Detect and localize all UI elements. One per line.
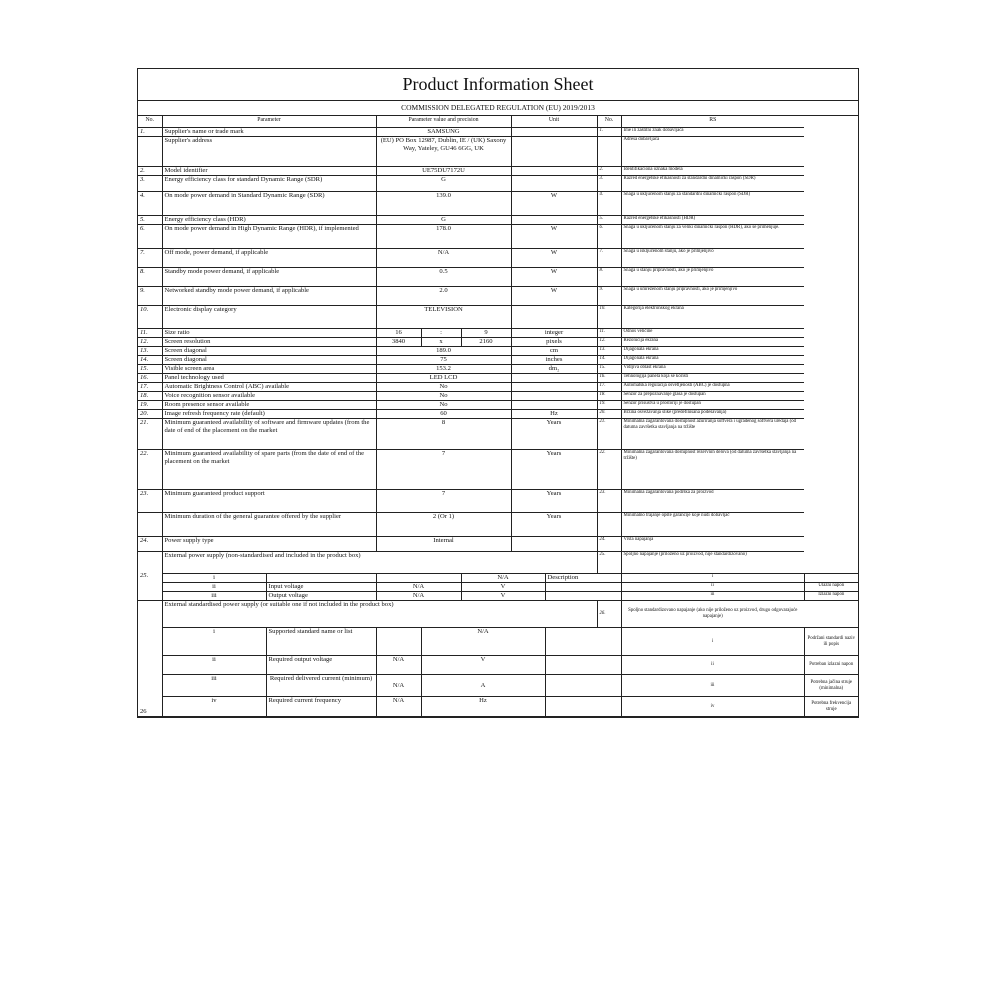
row-number: 7. xyxy=(138,249,162,268)
table-row xyxy=(138,128,858,137)
ext-std-power-unit: V xyxy=(421,656,545,675)
row-unit: Years xyxy=(511,513,597,537)
row-parameter: Automatic Brightness Control (ABC) available xyxy=(162,383,376,392)
row-value: No xyxy=(376,401,511,410)
table-row xyxy=(138,338,858,347)
row-parameter: Room presence sensor available xyxy=(162,401,376,410)
ext-std-power-parameter: Supported standard name or list xyxy=(266,628,376,656)
row-value: 2.0 xyxy=(376,287,511,306)
ext-std-power-blank xyxy=(545,675,621,697)
row-unit: inches xyxy=(511,356,597,365)
row-unit: Years xyxy=(511,419,597,450)
header-unit: Unit xyxy=(511,116,597,128)
row-number: 13. xyxy=(138,347,162,356)
row-parameter: Model identifier xyxy=(162,167,376,176)
row-rs-text: Minimalna zagarantovana podrška za proizvod xyxy=(621,490,804,513)
row-number: 1. xyxy=(138,128,162,137)
table-row xyxy=(138,347,858,356)
table-row xyxy=(138,176,858,192)
row-rs-text: Vidljiva oblast ekrana xyxy=(621,365,804,374)
ext-std-power-unit: A xyxy=(421,675,545,697)
table-row xyxy=(138,225,858,249)
row-unit: W xyxy=(511,287,597,306)
row-number: 15. xyxy=(138,365,162,374)
ext-std-power-unit: N/A xyxy=(421,628,545,656)
row-parameter: Screen resolution xyxy=(162,338,376,347)
table-row xyxy=(138,192,858,216)
table-row xyxy=(138,249,858,268)
row-rs-number: 20. xyxy=(597,410,621,419)
row-parameter: Image refresh frequency rate (default) xyxy=(162,410,376,419)
header-row xyxy=(138,116,858,128)
ext-power-rs-text xyxy=(804,574,858,583)
ext-std-power-value: N/A xyxy=(376,697,421,717)
row-number: 3. xyxy=(138,176,162,192)
table-row xyxy=(138,167,858,176)
ext-std-power-rs-index: iii xyxy=(621,675,804,697)
row-number: 5. xyxy=(138,216,162,225)
ext-std-power-rs-index: ii xyxy=(621,656,804,675)
table-row xyxy=(138,374,858,383)
row-parameter: Supplier's name or trade mark xyxy=(162,128,376,137)
row-rs-text: Adresa dobavljača xyxy=(621,137,804,167)
row-value-part: 16 xyxy=(376,329,421,338)
row-rs-number: 21. xyxy=(597,419,621,450)
row-rs-number: 4. xyxy=(597,192,621,216)
row-value-part: : xyxy=(421,329,461,338)
row-parameter: Minimum duration of the general guarantee offered by the supplier xyxy=(162,513,376,537)
row-rs-number: 24. xyxy=(597,537,621,552)
row-unit: Hz xyxy=(511,410,597,419)
table-row xyxy=(138,137,858,167)
row-unit: W xyxy=(511,225,597,249)
row-value: 139.0 xyxy=(376,192,511,216)
row-unit xyxy=(511,167,597,176)
row-number: 18. xyxy=(138,392,162,401)
ext-std-power-rs-text: Potrebna frekvencija struje xyxy=(804,697,858,717)
table-row xyxy=(138,419,858,450)
ext-power-row xyxy=(138,592,858,601)
row-unit xyxy=(511,128,597,137)
ext-power-rs-index: ii xyxy=(621,583,804,592)
ext-std-power-parameter: Required current frequency xyxy=(266,697,376,717)
row-rs-text: Rezolucija ekrana xyxy=(621,338,804,347)
table-row xyxy=(138,401,858,410)
row-number: 22. xyxy=(138,450,162,490)
row-rs-number: 6. xyxy=(597,225,621,249)
product-information-sheet xyxy=(137,68,859,718)
ext-std-power-value: N/A xyxy=(376,656,421,675)
row-rs-text: Minimalna zagarantovana dostupnost rezervnih delova (od datuma završetka stavljanja na tržište) xyxy=(621,450,804,490)
row-parameter: Standby mode power demand, if applicable xyxy=(162,268,376,287)
row-number: 16. xyxy=(138,374,162,383)
row-parameter: Screen diagonal xyxy=(162,347,376,356)
row-unit xyxy=(511,306,597,329)
row-number xyxy=(138,137,162,167)
row-rs-number: 5. xyxy=(597,216,621,225)
row-number: 4. xyxy=(138,192,162,216)
row-value: 2 (Or 1) xyxy=(376,513,511,537)
ext-power-value: N/A xyxy=(376,592,461,601)
ext-std-power-row xyxy=(138,628,858,656)
row-unit: pixels xyxy=(511,338,597,347)
row-number: 14. xyxy=(138,356,162,365)
row-value: (EU) PO Box 12987, Dublin, IE / (UK) Saxony Way, Yateley, GU46 6GG, UK xyxy=(376,137,511,167)
table-row xyxy=(138,383,858,392)
row-rs-number: 16. xyxy=(597,374,621,383)
row-rs-number: 23. xyxy=(597,490,621,513)
ext-std-power-blank xyxy=(545,656,621,675)
row-unit xyxy=(511,216,597,225)
row-rs-text: Tehnologija panela koja se koristi xyxy=(621,374,804,383)
row-number xyxy=(138,513,162,537)
row-value: 189.0 xyxy=(376,347,511,356)
table-row xyxy=(138,268,858,287)
row-rs-text: Brzina osvežavanja slike (predefinisana podešavanja) xyxy=(621,410,804,419)
row-rs-number xyxy=(597,137,621,167)
row-parameter: Screen diagonal xyxy=(162,356,376,365)
row-rs-text: Minimalno trajanje opšte garancije koje nudi dobavljač xyxy=(621,513,804,537)
row-number: 24. xyxy=(138,537,162,552)
row-rs-text: Ime ili zaštitni znak dobavljača xyxy=(621,128,804,137)
ext-std-power-blank xyxy=(545,628,621,656)
row-value: No xyxy=(376,392,511,401)
table-row xyxy=(138,537,858,552)
row-parameter: Voice recognition sensor available xyxy=(162,392,376,401)
row-unit: Years xyxy=(511,490,597,513)
row-rs-number: 8. xyxy=(597,268,621,287)
row-rs-number: 18. xyxy=(597,392,621,401)
row-rs-text: Identifikaciona oznaka modela xyxy=(621,167,804,176)
row-value-part: 3840 xyxy=(376,338,421,347)
row-parameter: On mode power demand in Standard Dynamic Range (SDR) xyxy=(162,192,376,216)
row-rs-number: 15. xyxy=(597,365,621,374)
row-value: G xyxy=(376,176,511,192)
sheet-title: Product Information Sheet xyxy=(138,69,858,101)
row-rs-number: 3. xyxy=(597,176,621,192)
ext-power-parameter: Output voltage xyxy=(266,592,376,601)
row-number: 20. xyxy=(138,410,162,419)
ext-power-parameter: Input voltage xyxy=(266,583,376,592)
ext-std-power-blank xyxy=(545,697,621,717)
row-rs-number: 14. xyxy=(597,356,621,365)
row-unit xyxy=(511,383,597,392)
info-table xyxy=(138,116,858,717)
table-row xyxy=(138,450,858,490)
ext-power-rs-text: Izlazni napon xyxy=(804,592,858,601)
row-unit xyxy=(511,374,597,383)
row-value: 75 xyxy=(376,356,511,365)
table-row xyxy=(138,306,858,329)
ext-power-unit: V xyxy=(461,583,545,592)
ext-power-index: ii xyxy=(162,583,266,592)
row-rs-text: Senzor za prepoznavanje glasa je dostupan xyxy=(621,392,804,401)
ext-power-unit: N/A xyxy=(461,574,545,583)
ext-power-index: iii xyxy=(162,592,266,601)
row-value: 7 xyxy=(376,450,511,490)
row-value: LED LCD xyxy=(376,374,511,383)
ext-std-power-index: ii xyxy=(162,656,266,675)
header-value: Parameter value and precision xyxy=(376,116,511,128)
row-number: 11. xyxy=(138,329,162,338)
ext-std-power-value: N/A xyxy=(376,675,421,697)
row-value: 8 xyxy=(376,419,511,450)
ext-std-power-parameter: Required output voltage xyxy=(266,656,376,675)
ext-power-number: 25. xyxy=(138,552,162,601)
row-unit xyxy=(511,137,597,167)
header-no: No. xyxy=(138,116,162,128)
row-unit xyxy=(511,401,597,410)
row-number: 12. xyxy=(138,338,162,347)
row-number: 21. xyxy=(138,419,162,450)
row-parameter: Energy efficiency class for standard Dynamic Range (SDR) xyxy=(162,176,376,192)
row-rs-text: Vrsta napajanja xyxy=(621,537,804,552)
ext-power-title: External power supply (non-standardised and included in the product box) xyxy=(162,552,597,574)
ext-power-value: N/A xyxy=(376,583,461,592)
row-rs-text: Snaga u uključenom stanju za standardni dinamički raspon (SDR) xyxy=(621,192,804,216)
ext-power-index: i xyxy=(162,574,266,583)
row-rs-text: Senzor prisustva u prostoriji je dostupan xyxy=(621,401,804,410)
row-rs-number: 13. xyxy=(597,347,621,356)
row-value: G xyxy=(376,216,511,225)
ext-std-power-row xyxy=(138,675,858,697)
header-rs-no: No. xyxy=(597,116,621,128)
row-value: UE75DU7172U xyxy=(376,167,511,176)
row-parameter: Size ratio xyxy=(162,329,376,338)
row-rs-number: 2. xyxy=(597,167,621,176)
row-value: 7 xyxy=(376,490,511,513)
row-number: 19. xyxy=(138,401,162,410)
row-value-part: 2160 xyxy=(461,338,511,347)
table-row xyxy=(138,287,858,306)
table-row xyxy=(138,410,858,419)
row-value: SAMSUNG xyxy=(376,128,511,137)
ext-std-power-unit: Hz xyxy=(421,697,545,717)
row-unit: W xyxy=(511,192,597,216)
ext-std-power-value xyxy=(376,628,421,656)
row-value: 60 xyxy=(376,410,511,419)
ext-power-rs-index: iii xyxy=(621,592,804,601)
row-number: 23. xyxy=(138,490,162,513)
row-value: 153.2 xyxy=(376,365,511,374)
table-row xyxy=(138,513,858,537)
row-rs-number: 22. xyxy=(597,450,621,490)
ext-std-power-index: iii xyxy=(162,675,266,697)
ext-std-power-parameter: Required delivered current (minimum) xyxy=(266,675,376,697)
row-rs-number: 12. xyxy=(597,338,621,347)
row-parameter: Panel technology used xyxy=(162,374,376,383)
ext-std-power-rs-text: Potreban izlazni napon xyxy=(804,656,858,675)
ext-power-rs-text: Spoljno napajanje (priloženo uz proizvod, nije standardizovano) xyxy=(621,552,804,574)
table-row xyxy=(138,329,858,338)
row-value: 178.0 xyxy=(376,225,511,249)
row-rs-number: 7. xyxy=(597,249,621,268)
row-rs-number: 11. xyxy=(597,329,621,338)
ext-std-power-rs-number: 26. xyxy=(597,601,621,628)
row-rs-text: Kategorija elektronskog ekrana xyxy=(621,306,804,329)
ext-std-power-title: External standardised power supply (or suitable one if not included in the product box) xyxy=(162,601,597,628)
ext-power-description: Description xyxy=(545,574,621,583)
row-value: N/A xyxy=(376,249,511,268)
ext-power-header-row xyxy=(138,552,858,574)
ext-power-unit: V xyxy=(461,592,545,601)
row-rs-text: Snaga u umreženom stanju pripravnosti, ako je primjenjivo xyxy=(621,287,804,306)
row-rs-text: Snaga u uključenom stanju za veliki dinamički raspon (HDR), ako se primenjuje. xyxy=(621,225,804,249)
ext-power-rs-number: 25. xyxy=(597,552,621,574)
row-rs-text: Minimalna zagarantovana dostupnost ažuriranja softvera i ugrađenog softvera uređaja (od datuma završetka stavljanja na tržište xyxy=(621,419,804,450)
row-parameter: Electronic display category xyxy=(162,306,376,329)
row-parameter: Visible screen area xyxy=(162,365,376,374)
row-rs-number: 1. xyxy=(597,128,621,137)
ext-std-power-header-row xyxy=(138,601,858,628)
row-unit xyxy=(511,537,597,552)
row-rs-number xyxy=(597,513,621,537)
row-number: 8. xyxy=(138,268,162,287)
ext-std-power-row xyxy=(138,697,858,717)
row-value: 0.5 xyxy=(376,268,511,287)
row-parameter: Minimum guaranteed availability of software and firmware updates (from the date of end of the placement on the market xyxy=(162,419,376,450)
row-number: 10. xyxy=(138,306,162,329)
row-parameter: Supplier's address xyxy=(162,137,376,167)
row-unit: integer xyxy=(511,329,597,338)
row-unit: dm₂ xyxy=(511,365,597,374)
row-unit: Years xyxy=(511,450,597,490)
row-rs-text: Razred energetske efikasnosti (HDR) xyxy=(621,216,804,225)
table-row xyxy=(138,490,858,513)
row-rs-text: Automatska regulacija osvetljenosti (ABC) je dostupna xyxy=(621,383,804,392)
ext-std-power-rs-text: Potrebna jačina struje (minimalna) xyxy=(804,675,858,697)
row-unit: cm xyxy=(511,347,597,356)
row-parameter: Energy efficiency class (HDR) xyxy=(162,216,376,225)
ext-std-power-number: 26 xyxy=(138,601,162,717)
row-rs-number: 10. xyxy=(597,306,621,329)
table-row xyxy=(138,216,858,225)
table-row xyxy=(138,392,858,401)
row-number: 6. xyxy=(138,225,162,249)
row-rs-text: Odnos veličine xyxy=(621,329,804,338)
ext-std-power-index: iv xyxy=(162,697,266,717)
table-row xyxy=(138,356,858,365)
row-rs-number: 9. xyxy=(597,287,621,306)
ext-std-power-rs-text: Podržani standardi naziv ili popis xyxy=(804,628,858,656)
row-unit: W xyxy=(511,268,597,287)
ext-std-power-rs-index: i xyxy=(621,628,804,656)
row-value: TELEVISION xyxy=(376,306,511,329)
ext-std-power-rs-index: iv xyxy=(621,697,804,717)
row-value-part: 9 xyxy=(461,329,511,338)
table-row xyxy=(138,365,858,374)
row-value: No xyxy=(376,383,511,392)
row-number: 17. xyxy=(138,383,162,392)
ext-std-power-row xyxy=(138,656,858,675)
ext-power-rs-index: i xyxy=(621,574,804,583)
row-parameter: On mode power demand in High Dynamic Range (HDR), if implemented xyxy=(162,225,376,249)
row-rs-text: Snaga u stanju pripravnosti, ako je primjenjivo xyxy=(621,268,804,287)
row-parameter: Networked standby mode power demand, if applicable xyxy=(162,287,376,306)
row-number: 2. xyxy=(138,167,162,176)
ext-power-parameter xyxy=(266,574,376,583)
ext-power-rs-text: Ulazni napon xyxy=(804,583,858,592)
row-rs-text: Snaga u isključenom stanju, ako je primjenjivo xyxy=(621,249,804,268)
row-value-part: x xyxy=(421,338,461,347)
row-parameter: Minimum guaranteed product support xyxy=(162,490,376,513)
ext-std-power-rs-text: Spoljno standardizovano napajanje (ako nije priloženo uz proizvod, drugo odgovarajuće napajanje) xyxy=(621,601,804,628)
row-rs-text: Dijagonala ekrana xyxy=(621,347,804,356)
row-unit xyxy=(511,176,597,192)
ext-power-row xyxy=(138,583,858,592)
row-parameter: Off mode, power demand, if applicable xyxy=(162,249,376,268)
row-parameter: Minimum guaranteed availability of spare parts (from the date of end of the placement on the market xyxy=(162,450,376,490)
row-unit xyxy=(511,392,597,401)
row-number: 9. xyxy=(138,287,162,306)
header-parameter: Parameter xyxy=(162,116,376,128)
ext-power-description xyxy=(545,583,621,592)
ext-std-power-index: i xyxy=(162,628,266,656)
row-rs-text: Dijagonala ekrana xyxy=(621,356,804,365)
row-unit: W xyxy=(511,249,597,268)
row-rs-text: Razred energetske efikasnosti za standardni dinamički raspon (SDR) xyxy=(621,176,804,192)
ext-power-row xyxy=(138,574,858,583)
header-rs: RS xyxy=(621,116,804,128)
ext-power-description xyxy=(545,592,621,601)
ext-power-value xyxy=(376,574,461,583)
regulation-subtitle: COMMISSION DELEGATED REGULATION (EU) 2019/2013 xyxy=(138,101,858,116)
row-parameter: Power supply type xyxy=(162,537,376,552)
row-rs-number: 17. xyxy=(597,383,621,392)
row-value: Internal xyxy=(376,537,511,552)
row-rs-number: 19. xyxy=(597,401,621,410)
